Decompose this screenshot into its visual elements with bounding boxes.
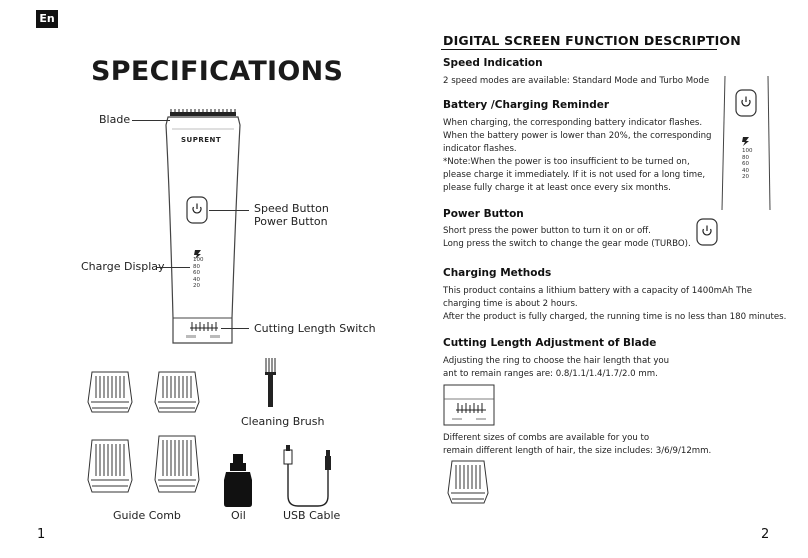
label-usb-cable: USB Cable	[283, 509, 341, 522]
text-line: This product contains a lithium battery with a capacity of 1400mAh The	[443, 286, 753, 296]
text-line: After the product is fully charged, the running time is no less than 180 minutes.	[443, 312, 787, 322]
label-blade: Blade	[99, 113, 131, 126]
text-line: Long press the switch to change the gear mode (TURBO).	[443, 239, 691, 249]
label-power-button: Power Button	[254, 215, 328, 228]
text-line: indicator flashes.	[443, 144, 517, 154]
label-oil: Oil	[231, 509, 246, 522]
section-heading-battery: Battery /Charging Reminder	[443, 99, 610, 111]
text-line: 2 speed modes are available: Standard Mode and Turbo Mode	[443, 76, 710, 86]
battery-level: 100	[742, 148, 753, 154]
battery-level: 60	[742, 161, 749, 168]
label-cutting-switch: Cutting Length Switch	[254, 322, 376, 335]
device-brand: SUPRENT	[181, 136, 222, 144]
battery-level: 80	[742, 154, 749, 161]
battery-level: 60	[193, 270, 200, 277]
section-heading-charging: Charging Methods	[443, 267, 552, 279]
text-line: please charge it immediately. If it is not used for a long time,	[443, 170, 706, 180]
battery-level: 40	[193, 276, 200, 283]
text-line: When the battery power is lower than 20%, the corresponding	[443, 131, 712, 141]
battery-level: 80	[193, 263, 200, 270]
text-line: When charging, the corresponding battery indicator flashes.	[443, 118, 703, 128]
battery-level: 100	[193, 257, 204, 263]
text-line: please fully charge it at least once every six months.	[443, 183, 671, 193]
language-badge: En	[36, 10, 58, 28]
page-title: SPECIFICATIONS	[91, 56, 344, 87]
battery-level: 20	[742, 174, 749, 181]
page-number-left: 1	[37, 527, 46, 542]
label-charge-display: Charge Display	[81, 260, 165, 273]
section-heading-cutting: Cutting Length Adjustment of Blade	[443, 337, 657, 349]
text-line: ant to remain ranges are: 0.8/1.1/1.4/1.7/2.0 mm.	[443, 369, 658, 379]
battery-level: 20	[193, 283, 200, 290]
section-heading-speed: Speed Indication	[443, 57, 543, 69]
text-line: Different sizes of combs are available for you to	[443, 433, 650, 443]
battery-level: 40	[742, 167, 749, 174]
text-line: remain different length of hair, the size includes: 3/6/9/12mm.	[443, 446, 712, 456]
text-line: Short press the power button to turn it on or off.	[443, 226, 651, 236]
text-line: charging time is about 2 hours.	[443, 299, 578, 309]
label-guide-comb: Guide Comb	[113, 509, 181, 522]
label-speed-button: Speed Button	[254, 202, 329, 215]
right-page-title: DIGITAL SCREEN FUNCTION DESCRIPTION	[443, 33, 741, 48]
label-cleaning-brush: Cleaning Brush	[241, 415, 325, 428]
text-line: *Note:When the power is too insufficient to be turned on,	[443, 157, 690, 167]
page-number-right: 2	[761, 527, 770, 542]
section-heading-power: Power Button	[443, 208, 524, 220]
text-line: Adjusting the ring to choose the hair length that you	[443, 356, 670, 366]
